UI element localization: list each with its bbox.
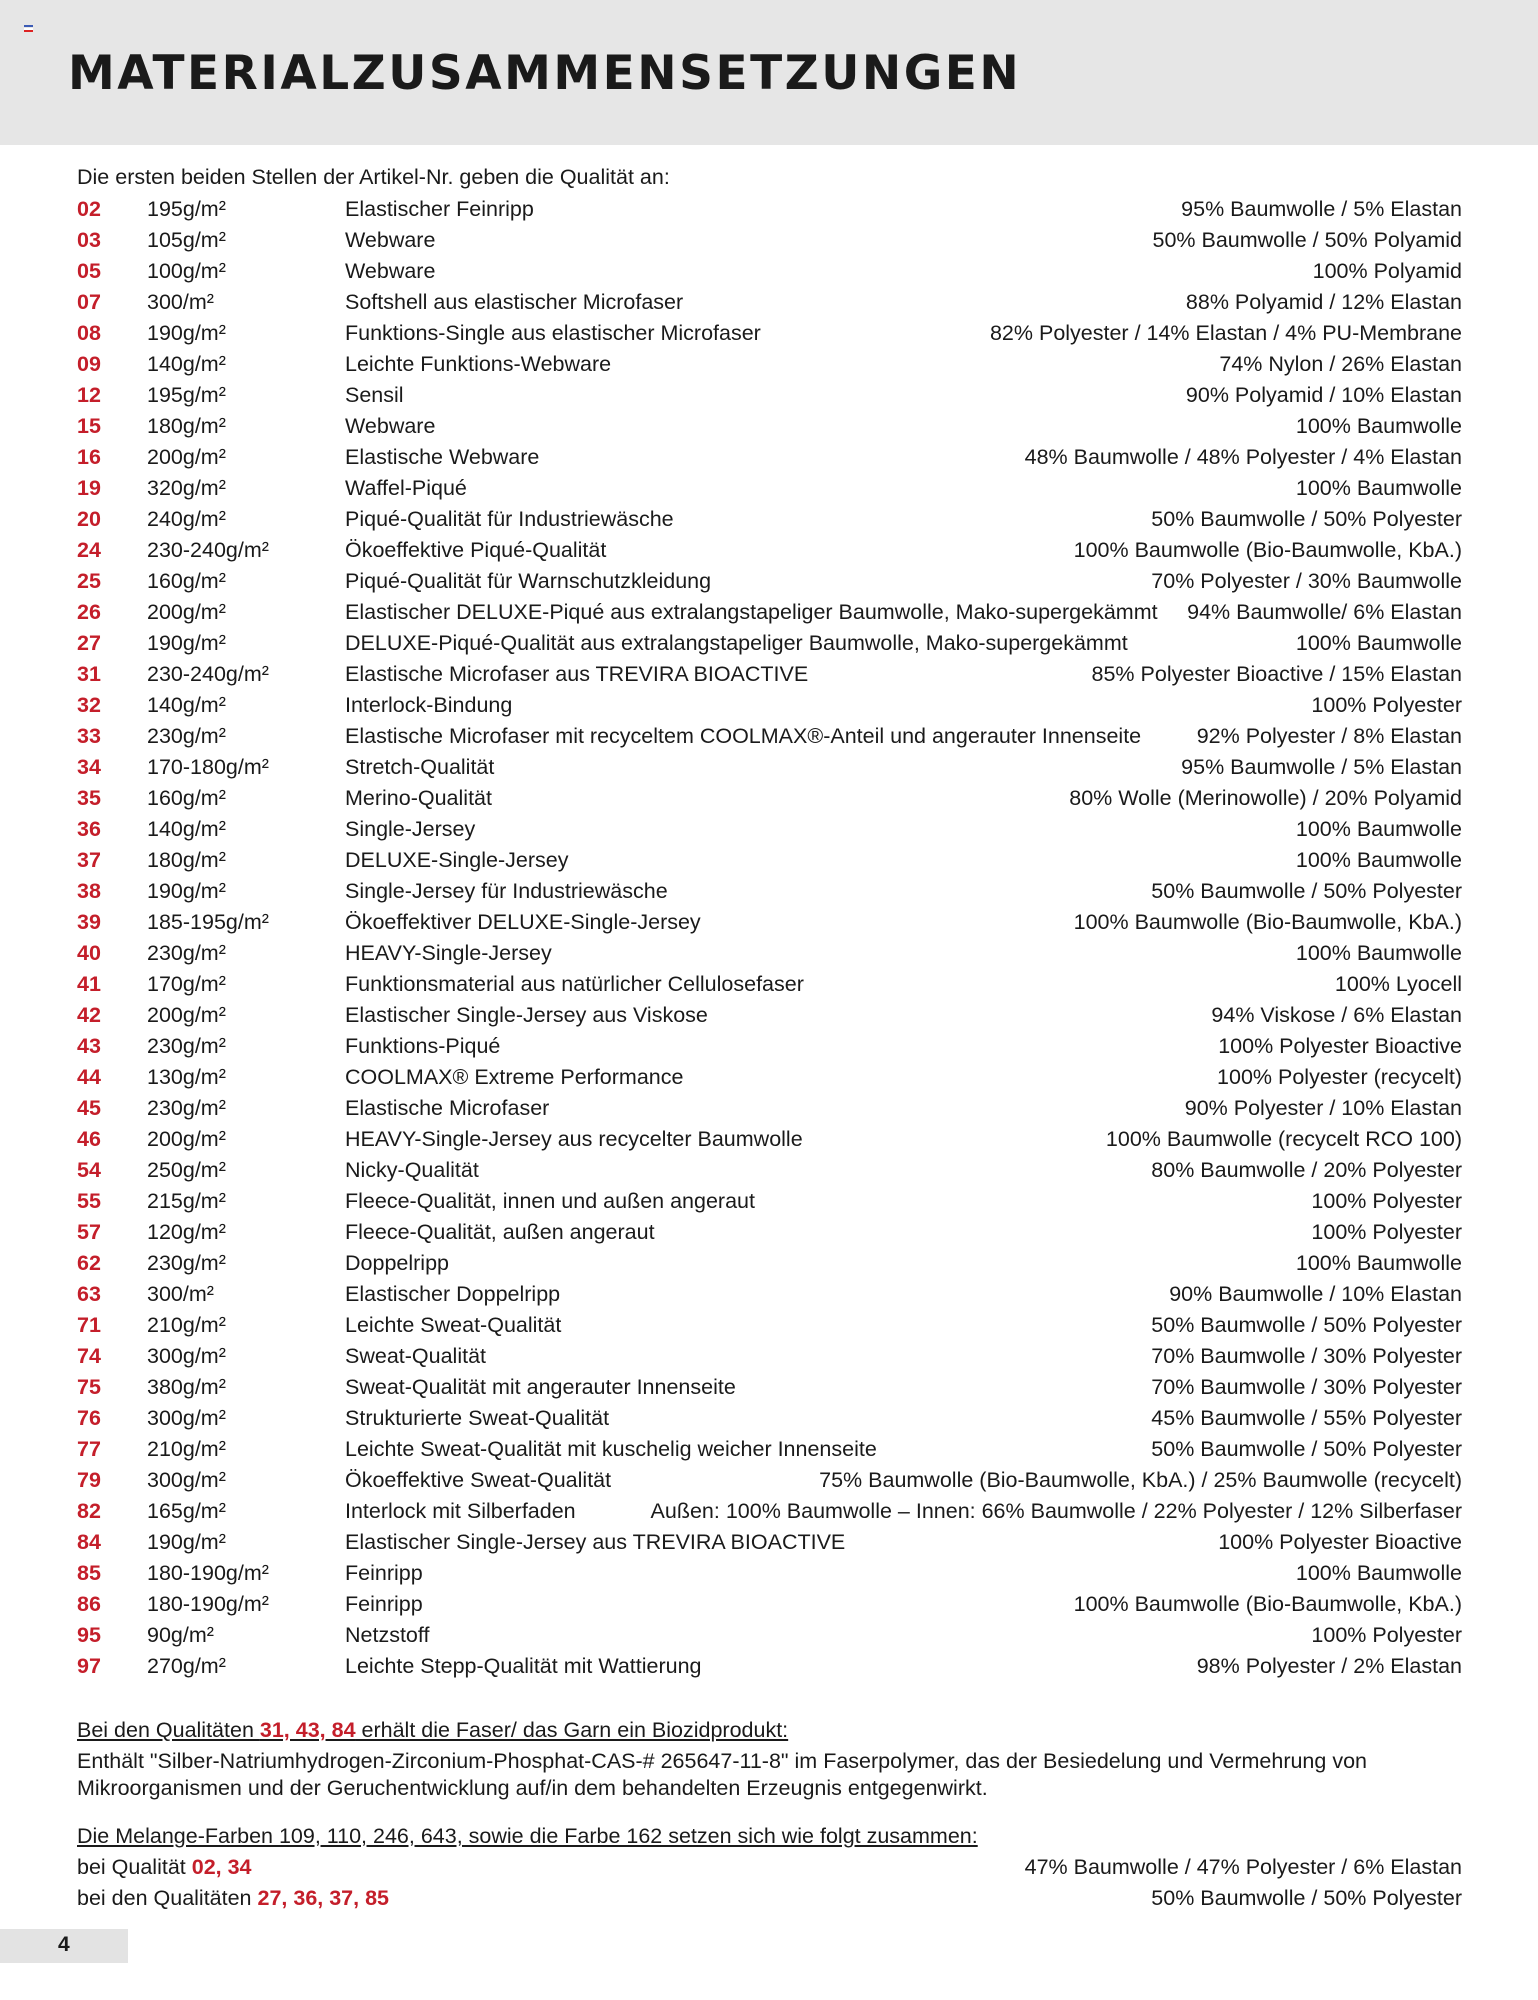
quality-code: 26 [77, 600, 101, 624]
fabric-weight: 380g/m² [147, 1375, 226, 1399]
quality-description: Doppelripp [345, 1251, 449, 1275]
quality-description: Webware [345, 414, 436, 438]
quality-description: Piqué-Qualität für Industriewäsche [345, 507, 674, 531]
quality-code: 82 [77, 1499, 101, 1523]
quality-row [77, 783, 1462, 814]
quality-code: 27 [77, 631, 101, 655]
material-composition: 80% Baumwolle / 20% Polyester [1151, 1158, 1462, 1182]
fabric-weight: 180g/m² [147, 848, 226, 872]
quality-description: Elastische Microfaser mit recyceltem COOLMAX®-Anteil und angerauter Innenseite [345, 724, 1142, 748]
quality-description: Webware [345, 228, 436, 252]
header-band [0, 0, 1538, 145]
quality-row [77, 411, 1462, 442]
fabric-weight: 140g/m² [147, 352, 226, 376]
quality-description: Single-Jersey für Industriewäsche [345, 879, 668, 903]
quality-description: Elastischer Feinripp [345, 197, 534, 221]
fabric-weight: 300g/m² [147, 1406, 226, 1430]
material-composition: 94% Baumwolle/ 6% Elastan [1187, 600, 1462, 624]
quality-row [77, 690, 1462, 721]
quality-row [77, 1651, 1462, 1682]
quality-row [77, 628, 1462, 659]
quality-description: Netzstoff [345, 1623, 430, 1647]
material-composition: 98% Polyester / 2% Elastan [1196, 1654, 1462, 1678]
quality-row [77, 194, 1462, 225]
fabric-weight: 170-180g/m² [147, 755, 269, 779]
quality-row [77, 907, 1462, 938]
biocide-heading-pre: Bei den Qualitäten [77, 1718, 260, 1742]
page-number-tab [0, 1929, 128, 1963]
quality-row [77, 1341, 1462, 1372]
quality-row [77, 876, 1462, 907]
quality-code: 07 [77, 290, 101, 314]
quality-row [77, 566, 1462, 597]
fabric-weight: 230g/m² [147, 941, 226, 965]
quality-code: 38 [77, 879, 101, 903]
fabric-weight: 130g/m² [147, 1065, 226, 1089]
fabric-weight: 90g/m² [147, 1623, 214, 1647]
quality-row [77, 1589, 1462, 1620]
material-composition: 48% Baumwolle / 48% Polyester / 4% Elastan [1024, 445, 1462, 469]
fabric-weight: 200g/m² [147, 1003, 226, 1027]
quality-description: Elastischer Doppelripp [345, 1282, 561, 1306]
quality-description: Elastischer DELUXE-Piqué aus extralangstapeliger Baumwolle, Mako-supergekämmt [345, 600, 1158, 624]
quality-description: Elastische Microfaser aus TREVIRA BIOACTIVE [345, 662, 809, 686]
fabric-weight: 320g/m² [147, 476, 226, 500]
quality-row [77, 1372, 1462, 1403]
quality-row [77, 504, 1462, 535]
quality-row [77, 969, 1462, 1000]
fabric-weight: 195g/m² [147, 383, 226, 407]
biocide-heading [77, 1718, 788, 1743]
fabric-weight: 140g/m² [147, 817, 226, 841]
quality-description: DELUXE-Single-Jersey [345, 848, 569, 872]
fabric-weight: 300g/m² [147, 1344, 226, 1368]
material-composition: 100% Polyester [1311, 693, 1462, 717]
quality-row [77, 1279, 1462, 1310]
quality-code: 37 [77, 848, 101, 872]
quality-code: 79 [77, 1468, 101, 1492]
quality-description: Single-Jersey [345, 817, 476, 841]
quality-description: Funktions-Piqué [345, 1034, 501, 1058]
quality-code: 09 [77, 352, 101, 376]
quality-description: Elastische Webware [345, 445, 540, 469]
fabric-weight: 190g/m² [147, 1530, 226, 1554]
material-composition: 70% Polyester / 30% Baumwolle [1151, 569, 1462, 593]
quality-row [77, 1465, 1462, 1496]
material-composition: 100% Baumwolle [1295, 817, 1462, 841]
melange-row [77, 1883, 1462, 1914]
fabric-weight: 120g/m² [147, 1220, 226, 1244]
quality-row [77, 1558, 1462, 1589]
intro-text: Die ersten beiden Stellen der Artikel-Nr. geben die Qualität an: [77, 165, 670, 189]
quality-code: 74 [77, 1344, 101, 1368]
melange-composition: 50% Baumwolle / 50% Polyester [1151, 1886, 1462, 1910]
melange-heading: Die Melange-Farben 109, 110, 246, 643, sowie die Farbe 162 setzen sich wie folgt zusammen: [77, 1824, 978, 1848]
quality-row [77, 1217, 1462, 1248]
material-composition: 100% Polyester Bioactive [1218, 1034, 1462, 1058]
quality-row [77, 535, 1462, 566]
material-composition: 100% Polyester [1311, 1189, 1462, 1213]
quality-description: Fleece-Qualität, außen angeraut [345, 1220, 655, 1244]
fabric-weight: 230-240g/m² [147, 662, 269, 686]
quality-description: Funktionsmaterial aus natürlicher Cellulosefaser [345, 972, 804, 996]
biocide-text: Enthält "Silber-Natriumhydrogen-Zirconium-Phosphat-CAS-# 265647-11-8" im Faserpolymer, das der Besiedelung und Vermehrung von Mikroorganismen und der Geruchentwicklung auf/in dem behandelten Erzeugnis entgegenwirkt. [77, 1749, 1367, 1800]
quality-code: 39 [77, 910, 101, 934]
quality-code: 25 [77, 569, 101, 593]
quality-row [77, 845, 1462, 876]
quality-description: DELUXE-Piqué-Qualität aus extralangstapeliger Baumwolle, Mako-supergekämmt [345, 631, 1128, 655]
quality-description: Sweat-Qualität mit angerauter Innenseite [345, 1375, 736, 1399]
quality-description: Leichte Sweat-Qualität [345, 1313, 562, 1337]
quality-description: Funktions-Single aus elastischer Microfaser [345, 321, 761, 345]
material-composition: 45% Baumwolle / 55% Polyester [1151, 1406, 1462, 1430]
fabric-weight: 185-195g/m² [147, 910, 269, 934]
material-composition: 95% Baumwolle / 5% Elastan [1181, 755, 1462, 779]
material-composition: 70% Baumwolle / 30% Polyester [1151, 1344, 1462, 1368]
quality-row [77, 225, 1462, 256]
quality-code: 34 [77, 755, 101, 779]
quality-row [77, 1031, 1462, 1062]
quality-description: Leichte Funktions-Webware [345, 352, 612, 376]
quality-row [77, 1248, 1462, 1279]
quality-code: 63 [77, 1282, 101, 1306]
quality-row [77, 659, 1462, 690]
quality-description: Piqué-Qualität für Warnschutzkleidung [345, 569, 712, 593]
quality-row [77, 1403, 1462, 1434]
quality-row [77, 442, 1462, 473]
material-composition: 100% Baumwolle [1295, 941, 1462, 965]
quality-code: 20 [77, 507, 101, 531]
material-composition: 100% Baumwolle [1295, 1561, 1462, 1585]
quality-code: 05 [77, 259, 101, 283]
fabric-weight: 210g/m² [147, 1313, 226, 1337]
quality-description: Ökoeffektiver DELUXE-Single-Jersey [345, 910, 701, 934]
melange-codes: 27, 36, 37, 85 [257, 1886, 389, 1910]
material-composition: 100% Baumwolle (Bio-Baumwolle, KbA.) [1073, 910, 1462, 934]
material-composition: 50% Baumwolle / 50% Polyester [1151, 507, 1462, 531]
quality-row [77, 752, 1462, 783]
quality-description: Elastischer Single-Jersey aus TREVIRA BIOACTIVE [345, 1530, 846, 1554]
fabric-weight: 230-240g/m² [147, 538, 269, 562]
quality-row [77, 380, 1462, 411]
quality-description: HEAVY-Single-Jersey [345, 941, 552, 965]
material-composition: 75% Baumwolle (Bio-Baumwolle, KbA.) / 25% Baumwolle (recycelt) [819, 1468, 1462, 1492]
fabric-weight: 210g/m² [147, 1437, 226, 1461]
quality-code: 41 [77, 972, 101, 996]
quality-row [77, 1000, 1462, 1031]
quality-code: 77 [77, 1437, 101, 1461]
material-composition: 80% Wolle (Merinowolle) / 20% Polyamid [1069, 786, 1462, 810]
quality-description: Merino-Qualität [345, 786, 492, 810]
fabric-weight: 180-190g/m² [147, 1561, 269, 1585]
quality-description: Elastischer Single-Jersey aus Viskose [345, 1003, 708, 1027]
quality-description: Nicky-Qualität [345, 1158, 479, 1182]
quality-code: 40 [77, 941, 101, 965]
material-composition: 70% Baumwolle / 30% Polyester [1151, 1375, 1462, 1399]
material-composition: 50% Baumwolle / 50% Polyester [1151, 879, 1462, 903]
material-composition: 100% Baumwolle (Bio-Baumwolle, KbA.) [1073, 1592, 1462, 1616]
material-composition: 94% Viskose / 6% Elastan [1211, 1003, 1462, 1027]
material-composition: 100% Baumwolle [1295, 414, 1462, 438]
quality-row [77, 1527, 1462, 1558]
fabric-weight: 230g/m² [147, 1096, 226, 1120]
quality-code: 12 [77, 383, 101, 407]
quality-code: 86 [77, 1592, 101, 1616]
flag-icon [24, 25, 33, 32]
quality-description: Ökoeffektive Sweat-Qualität [345, 1468, 612, 1492]
material-composition: 85% Polyester Bioactive / 15% Elastan [1091, 662, 1462, 686]
fabric-weight: 300/m² [147, 1282, 214, 1306]
quality-description: Elastische Microfaser [345, 1096, 550, 1120]
fabric-weight: 215g/m² [147, 1189, 226, 1213]
fabric-weight: 200g/m² [147, 1127, 226, 1151]
biocide-heading-post: erhält die Faser/ das Garn ein Biozidprodukt: [355, 1718, 789, 1742]
fabric-weight: 230g/m² [147, 1034, 226, 1058]
quality-row [77, 721, 1462, 752]
material-composition: 95% Baumwolle / 5% Elastan [1181, 197, 1462, 221]
material-composition: 100% Polyester (recycelt) [1217, 1065, 1462, 1089]
quality-row [77, 814, 1462, 845]
quality-description: Leichte Stepp-Qualität mit Wattierung [345, 1654, 702, 1678]
fabric-weight: 300/m² [147, 290, 214, 314]
quality-code: 08 [77, 321, 101, 345]
material-composition: 88% Polyamid / 12% Elastan [1185, 290, 1462, 314]
quality-row [77, 1124, 1462, 1155]
fabric-weight: 200g/m² [147, 600, 226, 624]
material-composition: 100% Baumwolle (recycelt RCO 100) [1105, 1127, 1462, 1151]
material-composition: 92% Polyester / 8% Elastan [1196, 724, 1462, 748]
quality-code: 71 [77, 1313, 101, 1337]
quality-code: 55 [77, 1189, 101, 1213]
fabric-weight: 165g/m² [147, 1499, 226, 1523]
fabric-weight: 170g/m² [147, 972, 226, 996]
quality-code: 32 [77, 693, 101, 717]
material-composition: 100% Baumwolle [1295, 476, 1462, 500]
quality-code: 42 [77, 1003, 101, 1027]
fabric-weight: 190g/m² [147, 879, 226, 903]
quality-description: Fleece-Qualität, innen und außen angeraut [345, 1189, 755, 1213]
fabric-weight: 300g/m² [147, 1468, 226, 1492]
quality-description: Interlock-Bindung [345, 693, 513, 717]
quality-description: Ökoeffektive Piqué-Qualität [345, 538, 607, 562]
material-composition: 90% Baumwolle / 10% Elastan [1169, 1282, 1462, 1306]
quality-code: 31 [77, 662, 101, 686]
page-title: MATERIALZUSAMMENSETZUNGEN [68, 46, 1022, 101]
fabric-weight: 160g/m² [147, 786, 226, 810]
material-composition: 90% Polyamid / 10% Elastan [1185, 383, 1462, 407]
quality-code: 75 [77, 1375, 101, 1399]
fabric-weight: 240g/m² [147, 507, 226, 531]
quality-description: Strukturierte Sweat-Qualität [345, 1406, 610, 1430]
quality-code: 02 [77, 197, 101, 221]
quality-row [77, 1093, 1462, 1124]
fabric-weight: 180-190g/m² [147, 1592, 269, 1616]
quality-code: 76 [77, 1406, 101, 1430]
quality-description: Feinripp [345, 1561, 423, 1585]
fabric-weight: 230g/m² [147, 724, 226, 748]
quality-code: 16 [77, 445, 101, 469]
quality-code: 36 [77, 817, 101, 841]
material-composition: 74% Nylon / 26% Elastan [1219, 352, 1462, 376]
quality-description: Leichte Sweat-Qualität mit kuschelig weicher Innenseite [345, 1437, 877, 1461]
material-composition: 90% Polyester / 10% Elastan [1184, 1096, 1462, 1120]
material-composition: 50% Baumwolle / 50% Polyamid [1152, 228, 1462, 252]
quality-code: 62 [77, 1251, 101, 1275]
quality-row [77, 1496, 1462, 1527]
melange-composition: 47% Baumwolle / 47% Polyester / 6% Elastan [1024, 1855, 1462, 1879]
fabric-weight: 160g/m² [147, 569, 226, 593]
fabric-weight: 270g/m² [147, 1654, 226, 1678]
quality-code: 19 [77, 476, 101, 500]
material-composition: 100% Polyester [1311, 1220, 1462, 1244]
fabric-weight: 230g/m² [147, 1251, 226, 1275]
quality-code: 95 [77, 1623, 101, 1647]
quality-description: Feinripp [345, 1592, 423, 1616]
quality-code: 33 [77, 724, 101, 748]
quality-row [77, 597, 1462, 628]
quality-code: 45 [77, 1096, 101, 1120]
quality-description: COOLMAX® Extreme Performance [345, 1065, 684, 1089]
quality-code: 35 [77, 786, 101, 810]
fabric-weight: 100g/m² [147, 259, 226, 283]
quality-row [77, 1062, 1462, 1093]
quality-row [77, 349, 1462, 380]
material-composition: 100% Baumwolle [1295, 848, 1462, 872]
quality-description: Sweat-Qualität [345, 1344, 487, 1368]
quality-row [77, 1310, 1462, 1341]
material-composition: Außen: 100% Baumwolle – Innen: 66% Baumwolle / 22% Polyester / 12% Silberfaser [650, 1499, 1462, 1523]
material-composition: 50% Baumwolle / 50% Polyester [1151, 1313, 1462, 1337]
material-composition: 50% Baumwolle / 50% Polyester [1151, 1437, 1462, 1461]
quality-row [77, 1155, 1462, 1186]
material-composition: 100% Baumwolle [1295, 631, 1462, 655]
quality-code: 03 [77, 228, 101, 252]
quality-code: 57 [77, 1220, 101, 1244]
fabric-weight: 200g/m² [147, 445, 226, 469]
quality-description: Waffel-Piqué [345, 476, 467, 500]
quality-description: Webware [345, 259, 436, 283]
fabric-weight: 140g/m² [147, 693, 226, 717]
fabric-weight: 105g/m² [147, 228, 226, 252]
material-composition: 100% Polyester [1311, 1623, 1462, 1647]
quality-code: 43 [77, 1034, 101, 1058]
page-number: 4 [58, 1933, 70, 1956]
biocide-codes: 31, 43, 84 [259, 1718, 356, 1742]
fabric-weight: 180g/m² [147, 414, 226, 438]
quality-table [77, 194, 1462, 1682]
quality-code: 24 [77, 538, 101, 562]
quality-code: 46 [77, 1127, 101, 1151]
quality-row [77, 1186, 1462, 1217]
quality-description: HEAVY-Single-Jersey aus recycelter Baumwolle [345, 1127, 803, 1151]
quality-code: 84 [77, 1530, 101, 1554]
material-composition: 82% Polyester / 14% Elastan / 4% PU-Membrane [989, 321, 1462, 345]
quality-row [77, 318, 1462, 349]
fabric-weight: 190g/m² [147, 631, 226, 655]
quality-code: 44 [77, 1065, 101, 1089]
quality-description: Softshell aus elastischer Microfaser [345, 290, 684, 314]
melange-row [77, 1852, 1462, 1883]
material-composition: 100% Polyamid [1312, 259, 1462, 283]
quality-description: Interlock mit Silberfaden [345, 1499, 576, 1523]
fabric-weight: 195g/m² [147, 197, 226, 221]
quality-code: 15 [77, 414, 101, 438]
quality-description: Stretch-Qualität [345, 755, 495, 779]
quality-row [77, 1434, 1462, 1465]
material-composition: 100% Baumwolle (Bio-Baumwolle, KbA.) [1073, 538, 1462, 562]
quality-code: 97 [77, 1654, 101, 1678]
melange-label: bei Qualität [77, 1855, 192, 1879]
melange-label: bei den Qualitäten [77, 1886, 258, 1910]
fabric-weight: 190g/m² [147, 321, 226, 345]
quality-row [77, 287, 1462, 318]
quality-row [77, 256, 1462, 287]
quality-code: 54 [77, 1158, 101, 1182]
fabric-weight: 250g/m² [147, 1158, 226, 1182]
material-composition: 100% Lyocell [1334, 972, 1462, 996]
melange-codes: 02, 34 [191, 1855, 252, 1879]
quality-row [77, 1620, 1462, 1651]
quality-row [77, 473, 1462, 504]
material-composition: 100% Polyester Bioactive [1218, 1530, 1462, 1554]
quality-row [77, 938, 1462, 969]
material-composition: 100% Baumwolle [1295, 1251, 1462, 1275]
quality-code: 85 [77, 1561, 101, 1585]
quality-description: Sensil [345, 383, 404, 407]
